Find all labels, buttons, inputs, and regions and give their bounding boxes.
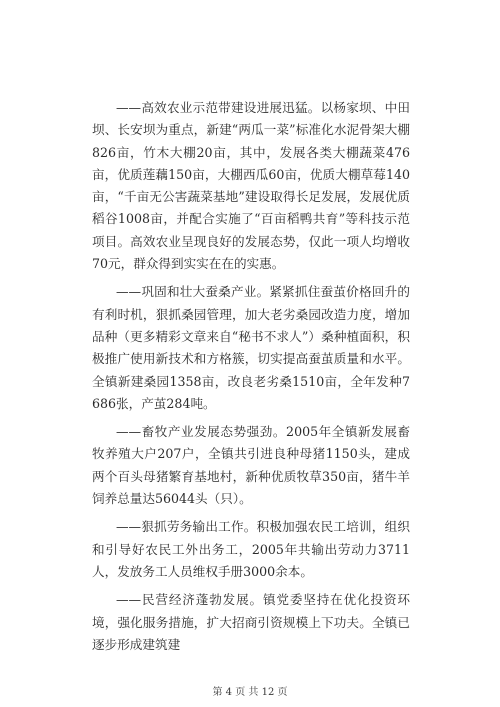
page-number-footer: 第 4 页 共 12 页 (212, 687, 288, 698)
document-body (92, 97, 410, 662)
paragraph-livestock: ——畜牧产业发展态势强劲。2005年全镇新发展畜牧养殖大户207户，全镇共引进良种母猪1150头，建成两个百头母猪繁育基地村，新种优质牧草350亩，猪牛羊饲养总量达56044头（只）。 (92, 424, 410, 507)
paragraph-agriculture: ——高效农业示范带建设进展迅猛。以杨家坝、中田坝、长安坝为重点，新建“两瓜一菜”标准化水泥骨架大棚826亩，竹木大棚20亩，其中，发展各类大棚蔬菜476亩，优质莲藕150亩，大棚西瓜60亩，优质大棚草莓140亩，“千亩无公害蔬菜基地”建设取得长足发展，发展优质稻谷1008亩，并配合实施了“百亩稻鸭共育”等科技示范项目。高效农业呈现良好的发展态势，仅此一项人均增收70元，群众得到实实在在的实惠。 (92, 100, 410, 272)
paragraph-labor-export: ——狠抓劳务输出工作。积极加强农民工培训，组织和引导好农民工外出务工，2005年共输出劳动力3711人，发放务工人员维权手册3000余本。 (92, 519, 410, 579)
paragraph-sericulture: ——巩固和壮大蚕桑产业。紧紧抓住蚕茧价格回升的有利时机，狠抓桑园管理，加大老劣桑园改造力度，增加品种（更多精彩文章来自“秘书不求人”）桑种植面积，积极推广使用新技术和方格簇，切实提高蚕茧质量和水平。全镇新建桑园1358亩，改良老劣桑1510亩，全年发种7686张，产茧284吨。 (92, 284, 410, 411)
paragraph-private-economy: ——民营经济蓬勃发展。镇党委坚持在优化投资环境，强化服务措施，扩大招商引资规模上下功夫。全镇已逐步形成建筑建 (92, 592, 410, 652)
